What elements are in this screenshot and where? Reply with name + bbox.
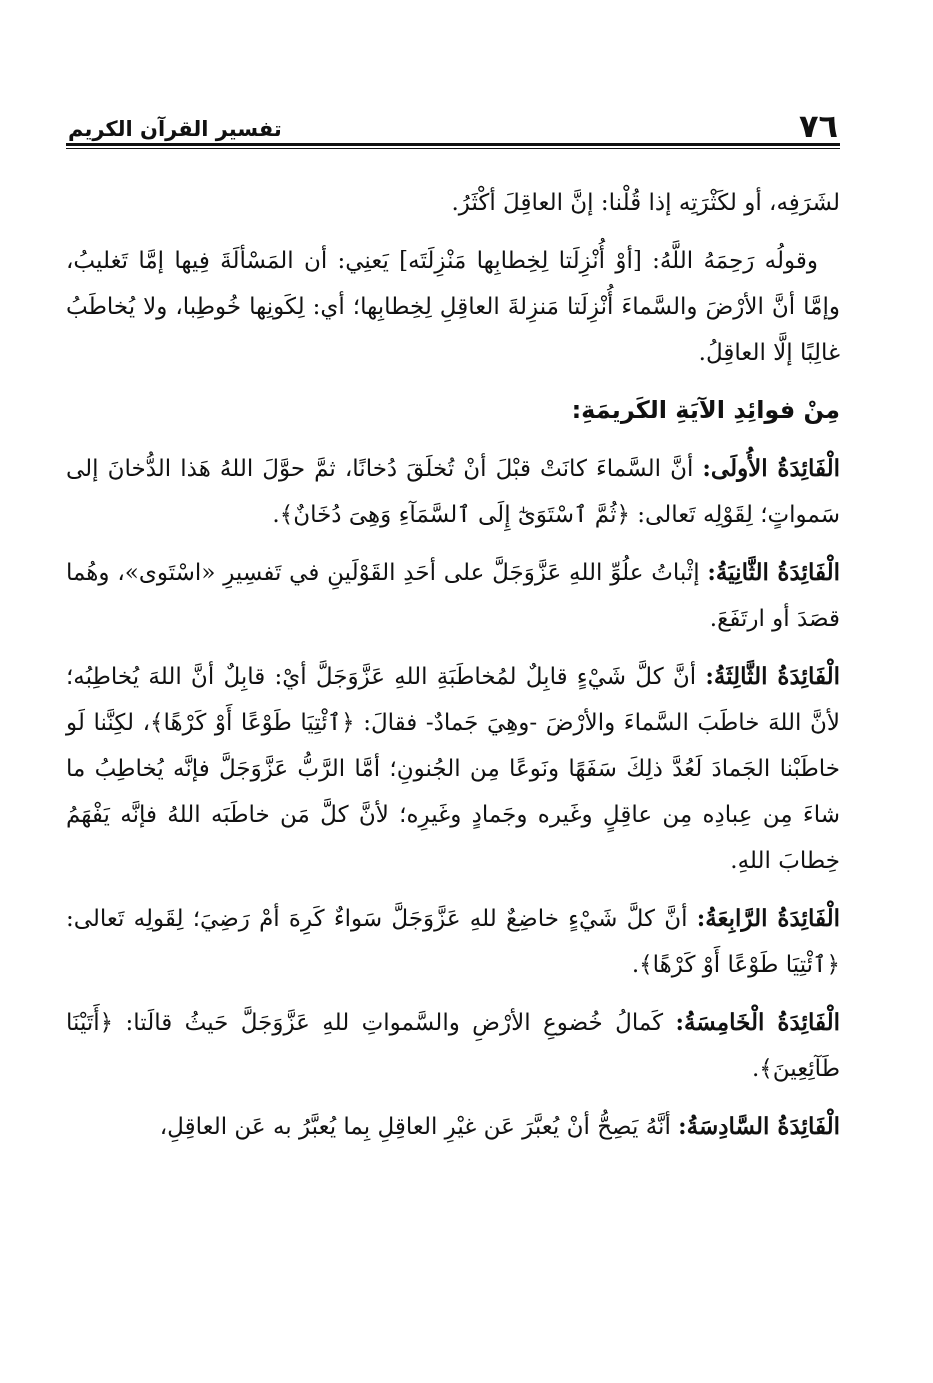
benefit-2-text: إثْباتُ علُوِّ اللهِ عَزَّوَجَلَّ على أحَدِ القَوْلَينِ في تَفسِيرِ «اسْتَوى»، وهُما قصَدَ أو ارتَفَعَ. bbox=[66, 560, 840, 632]
benefit-5-lead: الْفَائِدَةُ الْخَامِسَةُ: bbox=[675, 1009, 840, 1036]
page-number: ٧٦ bbox=[798, 107, 838, 145]
benefit-3-text: أنَّ كلَّ شَيْءٍ قابِلٌ لمُخاطَبَةِ اللهِ عَزَّوَجَلَّ أيْ: قابِلٌ أنَّ اللهَ يُخاطِبُه؛ لأنَّ اللهَ خاطَبَ السَّماءَ والأرْضَ -وهِيَ جَمادٌ- فقالَ: ﴿ٱئْتِيَا طَوْعًا أَوْ كَرْهًا﴾، لكِنَّنا لَو خاطَبْنا الجَمادَ لَعُدَّ ذلِكَ سَفَهًا ونَوعًا مِن الجُنونِ؛ أمَّا الرَّبُّ عَزَّوَجَلَّ فإنَّه يُخاطِبُ ما شاءَ مِن عِبادِه مِن عاقِلٍ وغَيره وجَمادٍ وغَيرِه؛ لأنَّ كلَّ مَن خاطَبَه اللهُ فإنَّه يَفْهَمُ خِطابَ اللهِ. bbox=[66, 664, 840, 874]
benefit-6 bbox=[66, 1104, 840, 1150]
page-header bbox=[66, 100, 840, 144]
paragraph-continuation: لشَرَفِه، أو لكَثْرَتِه إذا قُلْنا: إنَّ العاقِلَ أكْثَرُ. bbox=[451, 190, 840, 216]
header-rule bbox=[66, 143, 840, 146]
paragraph-commentary: وقولُه رَحِمَهُ اللَّهُ: [أوْ أُنْزِلَتا لِخِطابِها مَنْزِلَتَه] يَعنِي: أن المَسْألَةَ فِيها إمَّا تَغليبُ، وإمَّا أنَّ الأرْضَ والسَّماءَ أُنْزِلَتا مَنزِلةَ العاقِلِ لِخِطابِها؛ أي: لِكَونِها خُوطِبا، ولا يُخاطَبُ غالِبًا إلَّا العاقِلُ. bbox=[66, 248, 840, 366]
section-heading: مِنْ فوائِدِ الآيَةِ الكَريمَةِ: bbox=[571, 396, 840, 424]
benefit-1-text: أنَّ السَّماءَ كانَتْ قبْلَ أنْ تُخلَقَ دُخانًا، ثمَّ حوَّلَ اللهُ هَذا الدُّخانَ إلى سَمواتٍ؛ لِقَوْلِه تَعالى: ﴿ثُمَّ ٱسْتَوَىٰٓ إِلَى ٱلسَّمَآءِ وَهِىَ دُخَانٌ﴾. bbox=[66, 456, 840, 528]
running-title: تفسير القرآن الكريم bbox=[68, 117, 282, 141]
benefit-5-text: كَمالُ خُضوعِ الأرْضِ والسَّمواتِ للهِ عَزَّوَجَلَّ حَيثُ قالَتا: ﴿أَتَيْنَا طَآئِعِينَ﴾. bbox=[66, 1010, 840, 1082]
header-rule-thin bbox=[66, 148, 840, 149]
benefit-6-text: أنَّهُ يَصِحُّ أنْ يُعبَّرَ عَن غيْرِ العاقِلِ بِما يُعبَّرُ به عَن العاقِلِ، bbox=[159, 1114, 679, 1140]
benefit-3 bbox=[66, 654, 840, 884]
benefit-6-lead: الْفَائِدَةُ السَّادِسَةُ: bbox=[678, 1113, 840, 1140]
benefit-4-text: أنَّ كلَّ شَيْءٍ خاضِعٌ للهِ عَزَّوَجَلَّ سَواءٌ كَرِهَ أمْ رَضِيَ؛ لِقَولِه تَعالى: ﴿ٱئْتِيَا طَوْعًا أَوْ كَرْهًا﴾. bbox=[66, 906, 840, 978]
benefit-3-lead: الْفَائِدَةُ الثَّالِثَةُ: bbox=[705, 663, 840, 690]
benefit-4 bbox=[66, 896, 840, 988]
benefit-5 bbox=[66, 1000, 840, 1092]
benefit-2-lead: الْفَائِدَةُ الثَّانِيَةُ: bbox=[707, 559, 840, 586]
benefit-1-lead: الْفَائِدَةُ الأُولَى: bbox=[702, 455, 840, 482]
benefit-4-lead: الْفَائِدَةُ الرَّابِعَةُ: bbox=[696, 905, 840, 932]
benefit-2 bbox=[66, 550, 840, 642]
benefit-1 bbox=[66, 446, 840, 538]
page-body bbox=[66, 180, 840, 1162]
